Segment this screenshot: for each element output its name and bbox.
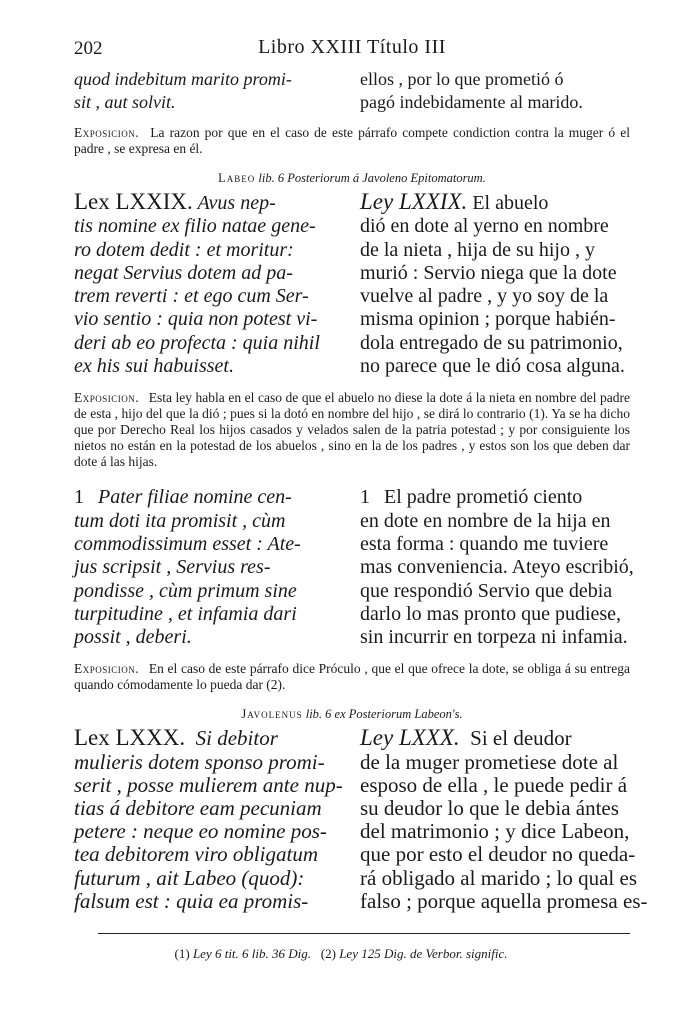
attribution-source: lib. 6 ex Posteriorum Labeon's. <box>305 707 463 722</box>
exposicion-text: En el caso de este párrafo dice Próculo , que el que ofrece la dote, se obliga á su entrega quando cómodamente lo pueda dar (2). <box>74 661 630 693</box>
exposicion-note <box>74 125 630 157</box>
latin-line: ex his sui habuisset. <box>74 355 234 378</box>
latin-line: serit , posse mulierem ante nup- <box>74 772 343 797</box>
spanish-line: rá obligado al marido ; lo qual es <box>360 865 638 890</box>
spanish-line: mas conveniencia. Ateyo escribió, <box>360 556 634 579</box>
spanish-line: que respondió Servio que debia <box>360 579 613 602</box>
lex-80-section <box>74 725 648 913</box>
latin-line: tum doti ita promisit , cùm <box>74 509 286 532</box>
latin-line: falsum est : quia ea promis- <box>74 888 309 913</box>
running-title: Libro XXIII Título III <box>258 36 446 58</box>
latin-line: possit , deberi. <box>74 626 192 649</box>
source-attribution <box>74 171 630 186</box>
spanish-line: su deudor lo que le debia ántes <box>360 796 619 821</box>
latin-line: commodissimum esset : Ate- <box>74 532 301 555</box>
latin-line: sit , aut solvit. <box>74 91 176 112</box>
exposicion-text: La razon por que en el caso de este párrafo compete condiction contra la muger ó el padre , se expresa en él. <box>74 125 631 156</box>
latin-column <box>74 190 344 378</box>
spanish-line: esposo de ella , le puede pedir á <box>360 772 628 797</box>
spanish-column <box>360 68 630 113</box>
latin-line: tias á debitore eam pecuniam <box>74 796 322 821</box>
spanish-line: en dote en nombre de la hija en <box>360 509 611 532</box>
book-page <box>74 34 648 913</box>
spanish-column <box>360 190 630 378</box>
latin-line: ro dotem dedit : et moritur: <box>74 238 294 261</box>
latin-line: tis nomine ex filio natae gene- <box>74 215 316 238</box>
paragraph-number: 1 <box>74 486 84 509</box>
spanish-line: falso ; porque aquella promesa es- <box>360 888 648 913</box>
spanish-line: murió : Servio niega que la dote <box>360 261 617 284</box>
spanish-line: del matrimonio ; y dice Labeon, <box>360 819 630 844</box>
attribution-author: Labeo <box>218 171 256 185</box>
latin-line: deri ab eo profecta : quia nihil <box>74 331 320 354</box>
latin-line: pondisse , cùm primum sine <box>74 579 297 602</box>
spanish-line: El padre prometió ciento <box>384 486 583 509</box>
latin-line: trem reverti : et ego cum Ser- <box>74 285 309 308</box>
exposicion-text: Esta ley habla en el caso de que el abuelo no diese la dote á la nieta en nombre del padre de esta , hijo del que la dió ; pues si la dotó en nombre del hijo , se dirá lo contrario (1). Ya se ha dicho que por Derecho Real los hijos casados y velados salen de la patria potestad ; y por consiguiente los nietos no están en la potestad de los abuelos , sino en la de los padres , y estos son los que deben dar dote á las hijas. <box>74 390 630 470</box>
latin-line: Avus nep- <box>197 192 276 214</box>
spanish-line: no parece que le dió cosa alguna. <box>360 355 625 378</box>
latin-line: negat Servius dotem ad pa- <box>74 261 293 284</box>
footnote-rule <box>98 933 630 934</box>
source-attribution <box>74 707 630 722</box>
lex-79-section <box>74 190 630 378</box>
exposicion-heading: Exposicion. <box>74 390 140 406</box>
latin-line: Pater filiae nomine cen- <box>98 486 292 509</box>
exposicion-heading: Exposicion. <box>74 125 140 140</box>
exposicion-heading: Exposicion. <box>74 661 140 677</box>
ley-heading: Ley LXXX. <box>360 725 460 751</box>
latin-line: petere : neque eo nomine pos- <box>74 819 327 844</box>
paragraph-number: 1 <box>360 486 370 509</box>
spanish-line: El abuelo <box>472 192 549 214</box>
exposicion-note <box>74 661 630 693</box>
latin-line: mulieris dotem sponso promi- <box>74 749 325 774</box>
spanish-line: Si el deudor <box>470 726 572 751</box>
latin-line: futurum , ait Labeo (quod): <box>74 865 305 890</box>
latin-line: jus scripsit , Servius res- <box>74 556 271 579</box>
spanish-line: sin incurrir en torpeza ni infamia. <box>360 626 628 649</box>
spanish-line: misma opinion ; porque habién- <box>360 308 616 331</box>
spanish-line: esta forma : quando me tuviere <box>360 532 609 555</box>
spanish-line: de la nieta , hija de su hijo , y <box>360 238 595 261</box>
latin-line: Si debitor <box>195 726 278 751</box>
spanish-line: que por esto el deudor no queda- <box>360 842 636 867</box>
latin-column <box>74 726 344 913</box>
latin-column <box>74 486 344 649</box>
spanish-line: ellos , por lo que prometió ó <box>360 69 564 89</box>
spanish-line: de la muger prometiese dote al <box>360 749 619 774</box>
latin-line: quod indebitum marito promi- <box>74 69 292 89</box>
spanish-column <box>360 486 634 649</box>
latin-column <box>74 68 344 113</box>
lex-heading: Lex LXXIX. <box>74 189 193 214</box>
footnote-text: Ley 6 tit. 6 lib. 36 Dig. <box>192 946 312 961</box>
footnote-mark: (1) <box>174 946 190 961</box>
exposicion-note <box>74 390 630 470</box>
page-header <box>74 34 630 64</box>
latin-line: tea debitorem viro obligatum <box>74 842 318 867</box>
spanish-line: dió en dote al yerno en nombre <box>360 215 609 238</box>
lex-heading: Lex LXXX. <box>74 725 186 751</box>
spanish-line: vuelve al padre , y yo soy de la <box>360 285 609 308</box>
spanish-line: darlo lo mas pronto que pudiese, <box>360 602 622 625</box>
spanish-line: dola entregado de su patrimonio, <box>360 331 623 354</box>
top-continuation <box>74 68 630 113</box>
attribution-source: lib. 6 Posteriorum á Javoleno Epitomatorum. <box>258 171 486 185</box>
footnotes <box>0 946 682 962</box>
page-number: 202 <box>74 38 103 59</box>
spanish-line: pagó indebidamente al marido. <box>360 91 583 112</box>
footnote-text: Ley 125 Dig. de Verbor. signific. <box>339 946 508 961</box>
paragraph-1-section <box>74 486 634 649</box>
attribution-author: Javolenus <box>241 707 303 722</box>
latin-line: vio sentio : quia non potest vi- <box>74 308 318 331</box>
spanish-column <box>360 725 648 913</box>
ley-heading: Ley LXXIX. <box>360 189 468 214</box>
footnote-mark: (2) <box>320 946 336 961</box>
latin-line: turpitudine , et infamia dari <box>74 602 297 625</box>
